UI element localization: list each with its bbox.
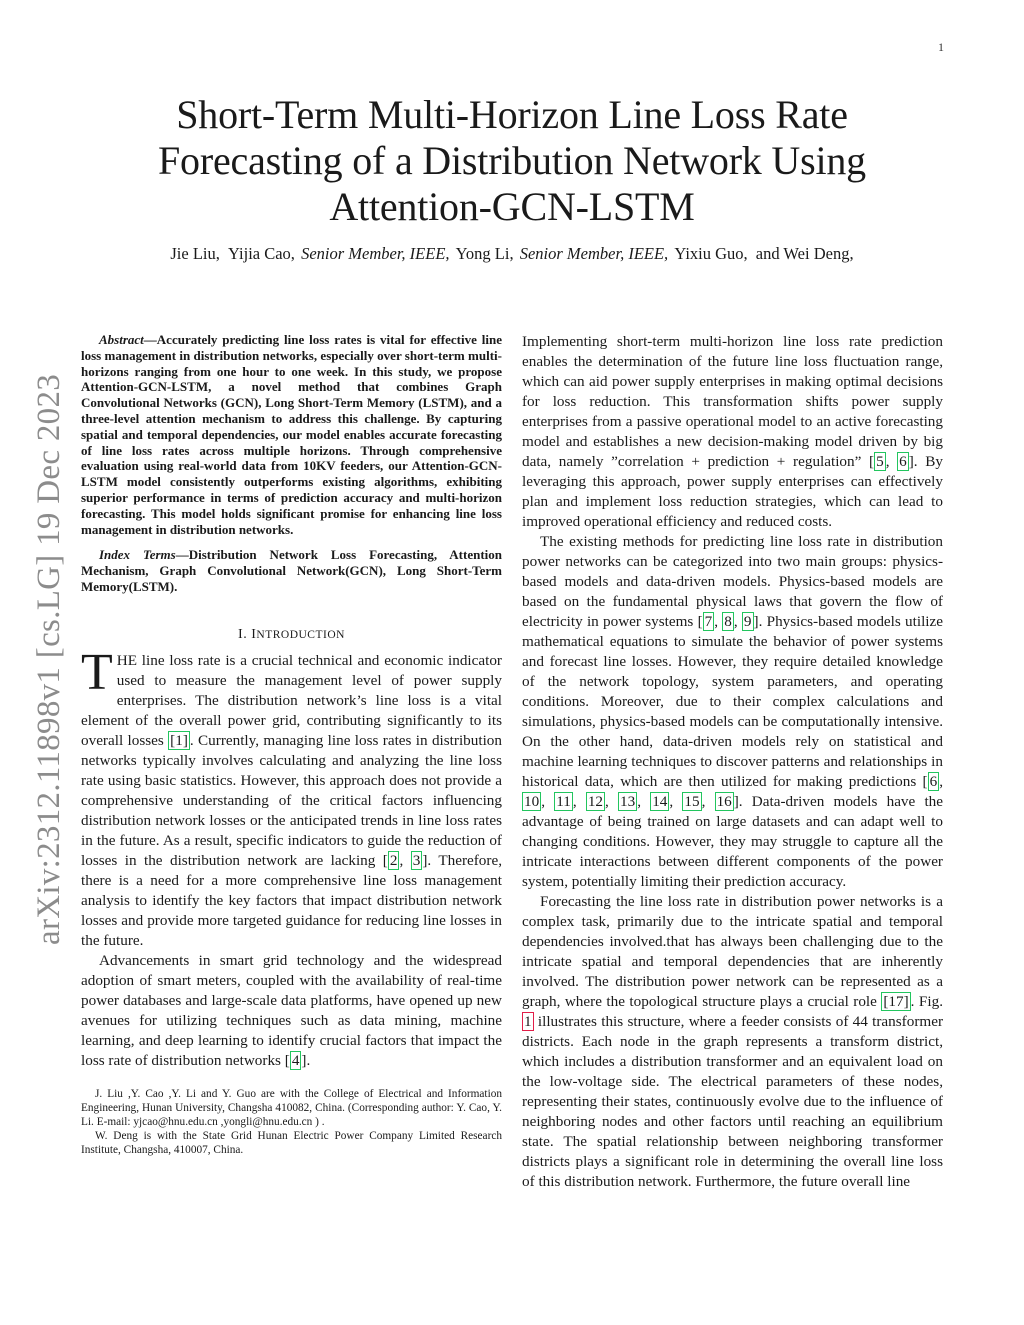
citation-link[interactable]: 12 [587, 793, 603, 810]
section-heading-introduction [81, 627, 502, 643]
section-numeral: I. [238, 626, 252, 642]
title-line-3: Attention-GCN-LSTM [329, 184, 695, 229]
abstract-lead: Abstract [99, 332, 144, 347]
text-run: HE line loss rate is a crucial technical and economic indicator used to measure the management level of power supply enterprises. The distribution network’s line loss is a vital element of the overall power grid, contributing significantly to its overall losses [81, 651, 502, 749]
section-first-letter: I [251, 626, 257, 642]
text-run: , [714, 613, 723, 630]
author-name: and Wei Deng, [755, 244, 854, 263]
citation-link[interactable]: [17] [883, 993, 909, 1010]
title-line-2: Forecasting of a Distribution Network Using [158, 138, 866, 183]
citation-link[interactable]: 10 [524, 793, 540, 810]
paper-title [80, 92, 944, 230]
intro-paragraph-2 [81, 951, 502, 1071]
index-terms-lead: Index Terms [99, 547, 176, 563]
footnote-affiliation-1: J. Liu ,Y. Cao ,Y. Li and Y. Guo are with the College of Electrical and Information Engineering, Hunan University, Changsha 410082, China. (Corresponding author: Y. Cao, Y. Li. E-mail: yjcao@hnu.edu.cn ,yongli@hnu.edu.cn ) . [81, 1087, 502, 1128]
text-run: ]. Physics-based models utilize mathematical equations to simulate the behavior of power systems and forecast line losses. However, they require detailed knowledge of the network topology, system parameters, and operating conditions. Moreover, due to their complex calculations and simulations, physics-based models can be computationally intensive. On the other hand, data-driven models rely on statistical and machine learning techniques to discover patterns and relationships in historical data, which are then utilized for making predictions [ [522, 613, 943, 790]
citation-link[interactable]: 5 [876, 453, 884, 470]
text-run: , [637, 793, 651, 810]
citation-link[interactable]: 13 [620, 793, 636, 810]
author-name: Yijia Cao, [228, 244, 295, 263]
abstract-text: —Accurately predicting line loss rates is vital for effective line loss management in distribution networks, especially over short-term multi-horizons ranging from one hour to one week. In this study, we propose Attention-GCN-LSTM, a novel method that combines Graph Convolutional Networks (GCN), Long Short-Term Memory (LSTM), and a three-level attention mechanism to address this challenge. By capturing spatial and temporal dependencies, our model enables accurate forecasting of line loss rates across multiple horizons. Through comprehensive evaluation using real-world data from 10KV feeders, our Attention-GCN-LSTM model consistently outperforms existing algorithms, exhibiting superior performance in terms of prediction accuracy and multi-horizon forecasting. This model holds significant promise for enhancing line loss management in distribution networks. [81, 332, 502, 537]
footnote-affiliation-2: W. Deng is with the State Grid Hunan Electric Power Company Limited Research Institute, Changsha, 410007, China. [81, 1129, 502, 1156]
citation-link[interactable]: 7 [704, 613, 713, 630]
text-run: ]. Therefore, there is a need for a more comprehensive line loss management analysis to identify the key factors that impact distribution network losses and provide more targeted guidance for reducing line losses in the future. [81, 851, 502, 949]
text-run: illustrates this structure, where a feeder consists of 44 transformer districts. Each node in the graph represents a transform district, which includes a distribution transformer and an equivalent load on the low-voltage side. The electrical parameters of these nodes, representing their states, continuously evolve due to the influence of neighboring nodes and other factors until reaching an equilibrium state. The spatial relationship between neighboring transformer districts plays a significant role in determining the overall line loss of this distribution network. Furthermore, the future overall line [522, 1013, 943, 1190]
author-role: Senior Member, IEEE, [301, 244, 450, 263]
right-paragraph-1 [522, 332, 943, 532]
index-terms [81, 547, 502, 594]
text-run: ]. Data-driven models have the advantage of being trained on large datasets and can adapt well to changing conditions. However, they may struggle to capture all the intricate interactions between different components of the power system, potentially limiting their prediction accuracy. [522, 793, 944, 890]
text-run: , [885, 453, 898, 470]
index-terms-text: —Distribution Network Loss Forecasting, Attention Mechanism, Graph Convolutional Network(GCN), Long Short-Term Memory(LSTM). [81, 547, 502, 594]
citation-link[interactable]: 15 [684, 793, 700, 810]
right-paragraph-3 [522, 892, 943, 1192]
text-run: The existing methods for predicting line loss rate in distribution power networks can be categorized into two main groups: physics-based models and data-driven models. Physics-based models are based on the fundamental physical laws that govern the flow of electricity in power systems [ [522, 533, 943, 630]
author-list [80, 243, 944, 265]
arxiv-stamp: arXiv:2312.11898v1 [cs.LG] 19 Dec 2023 [31, 373, 67, 945]
citation-link[interactable]: 16 [716, 793, 732, 810]
page-number: 1 [938, 40, 944, 54]
text-run: Advancements in smart grid technology and the widespread adoption of smart meters, coupled with the availability of real-time power databases and large-scale data platforms, have opened up new avenues for utilizing techniques such as data mining, machine learning, and deep learning to identify crucial factors that impact the loss rate of distribution networks [ [81, 951, 502, 1069]
text-run: , [939, 773, 943, 790]
text-run: Implementing short-term multi-horizon line loss rate prediction enables the determination of the future line loss fluctuation range, which can aid power supply enterprises in making optimal decisions for loss reduction. This transformation shifts power supply enterprises from a passive operational model to an active forecasting model and establishes a new decision-making model driven by big data, namely ”correlation + prediction + regulation” [ [522, 333, 943, 470]
citation-link[interactable]: 3 [412, 851, 421, 869]
citation-link[interactable]: 2 [389, 851, 398, 869]
citation-link[interactable]: 6 [899, 453, 907, 470]
text-run: ]. By leveraging this approach, power supply enterprises can effectively plan and implement loss reduction strategies, which can lead to improved operational efficiency and reduced costs. [522, 453, 943, 530]
text-run: , [541, 793, 555, 810]
text-run: , [605, 793, 618, 810]
left-column [81, 332, 502, 1157]
author-name: Yong Li, [455, 244, 514, 263]
author-name: Jie Liu, [170, 244, 220, 263]
footnotes [81, 1087, 502, 1157]
text-run: , [399, 851, 411, 869]
text-run: , [701, 793, 715, 810]
author-name: Yixiu Guo, [674, 244, 748, 263]
drop-cap: T [81, 643, 113, 701]
abstract [81, 332, 502, 537]
citation-link[interactable]: 6 [929, 773, 938, 790]
text-run: , [733, 613, 742, 630]
citation-link[interactable]: 11 [556, 793, 571, 810]
citation-link[interactable]: 9 [743, 613, 752, 630]
citation-link[interactable]: [1] [170, 731, 188, 749]
text-run: ]. [301, 1051, 311, 1069]
citation-link[interactable]: 4 [291, 1051, 300, 1069]
text-run: , [572, 793, 586, 810]
text-run: . Fig. [910, 993, 943, 1010]
section-rest: NTRODUCTION [256, 628, 345, 641]
citation-link[interactable]: 14 [652, 793, 668, 810]
text-run: Forecasting the line loss rate in distribution power networks is a complex task, primarily due to the intricate spatial and temporal dependencies involved.that has always been challenging due to the intricate spatial and temporal dependencies that are inherently involved. The distribution power network can be represented as a graph, where the topological structure plays a crucial role [522, 893, 943, 1010]
text-run: . Currently, managing line loss rates in distribution networks typically involves calculating and analyzing the line loss rate using basic statistics. However, this approach does not provide a comprehensive understanding of the critical factors influencing distribution network losses or the anticipated trends in line loss rates in the future. As a result, specific indicators to guide the reduction of losses in the distribution network are lacking [ [81, 731, 502, 869]
right-paragraph-2 [522, 532, 943, 892]
right-column [522, 332, 943, 1192]
author-role: Senior Member, IEEE, [519, 244, 669, 263]
title-line-1: Short-Term Multi-Horizon Line Loss Rate [176, 92, 848, 137]
figure-reference-link[interactable]: 1 [524, 1013, 532, 1030]
intro-paragraph-1 [81, 643, 502, 951]
text-run: , [669, 793, 683, 810]
citation-link[interactable]: 8 [724, 613, 732, 630]
